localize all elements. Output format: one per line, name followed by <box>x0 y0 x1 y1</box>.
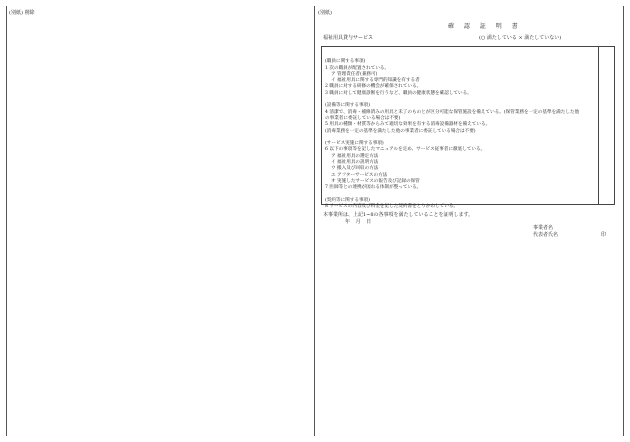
checklist-line: (契約等に関する事項) <box>325 197 370 203</box>
checkbox-legend: (○ 満たしている × 満たしていない) <box>479 35 562 41</box>
checklist-line: (設備等に関する事項) <box>325 103 370 109</box>
checklist-line: 2 職員に対する研修の機会が確保されている。 <box>325 84 422 90</box>
checklist-line: ア 福祉用具の選定方法 <box>331 153 379 159</box>
service-label: 福祉用具貸与サービス <box>323 35 374 41</box>
checklist-line: (サービス実施に関する事項) <box>325 141 384 147</box>
checklist-line: ア 管理責任者(兼務可) <box>331 71 378 77</box>
checklist-line: オ 実施したサービスの報告及び記録の保管 <box>331 178 420 184</box>
right-page-edge <box>623 6 624 436</box>
checklist-line: 3 職員に対して健康診断を行うなど、職員の健康状態を確認している。 <box>325 90 472 96</box>
checklist-line: 5 用具の種類・材質等からみて適切な効果を有する消毒設備器材を備えている。 <box>325 122 491 128</box>
checklist-line: 8 サービスの内容及び料金を記した契約書をとりかわしている。 <box>325 204 459 210</box>
date-line: 年 月 日 <box>345 219 374 225</box>
checklist-line: 6 以下の事項等を記したマニュアルを定め、サービス従事者に徹底している。 <box>325 147 486 153</box>
checklist-line: 1 次の職員が配置されている。 <box>325 65 390 71</box>
checklist-line: 7 医師等との連携が図れる体制が整っている。 <box>325 185 422 191</box>
operator-name-label: 事業者名 <box>533 225 554 231</box>
checklist-line: ウ 搬入及び回収の方法 <box>331 166 379 172</box>
left-page-header: (別紙) 削除 <box>9 10 35 16</box>
checklist-line: エ アフターサービスの方法 <box>331 172 388 178</box>
certification-statement: 本事業所は、上記1~8の各事項を満たしていることを証明します。 <box>323 212 474 218</box>
seal-mark: 印 <box>601 232 607 238</box>
checkmark-column-divider <box>598 46 599 205</box>
document-title: 確 認 証 明 書 <box>448 23 522 30</box>
checklist-line: (職員に関する事項) <box>325 59 366 65</box>
checklist-line: イ 福祉用具に関する専門的知識を有する者 <box>331 78 420 84</box>
right-page-header: (別紙) <box>318 10 332 16</box>
left-page-edge <box>6 6 7 436</box>
representative-name-label: 代表者氏名 <box>533 232 559 238</box>
checklist-line: 4 清潔で、消毒・補修済みの用具と未了のものとが区分可能な保管施設を備えている。(保管業務を一定の基準を満たした他 <box>325 109 580 115</box>
checklist-line: (消毒業務を一定の基準を満たした他の事業者に委託している場合は不要) <box>325 128 476 134</box>
checklist-box <box>321 46 615 210</box>
checklist-line: の事業者に委託している場合は不要) <box>325 115 401 121</box>
checklist-line: イ 福祉用具の説明方法 <box>331 160 379 166</box>
checklist-items <box>325 53 597 210</box>
center-divider <box>314 6 315 436</box>
